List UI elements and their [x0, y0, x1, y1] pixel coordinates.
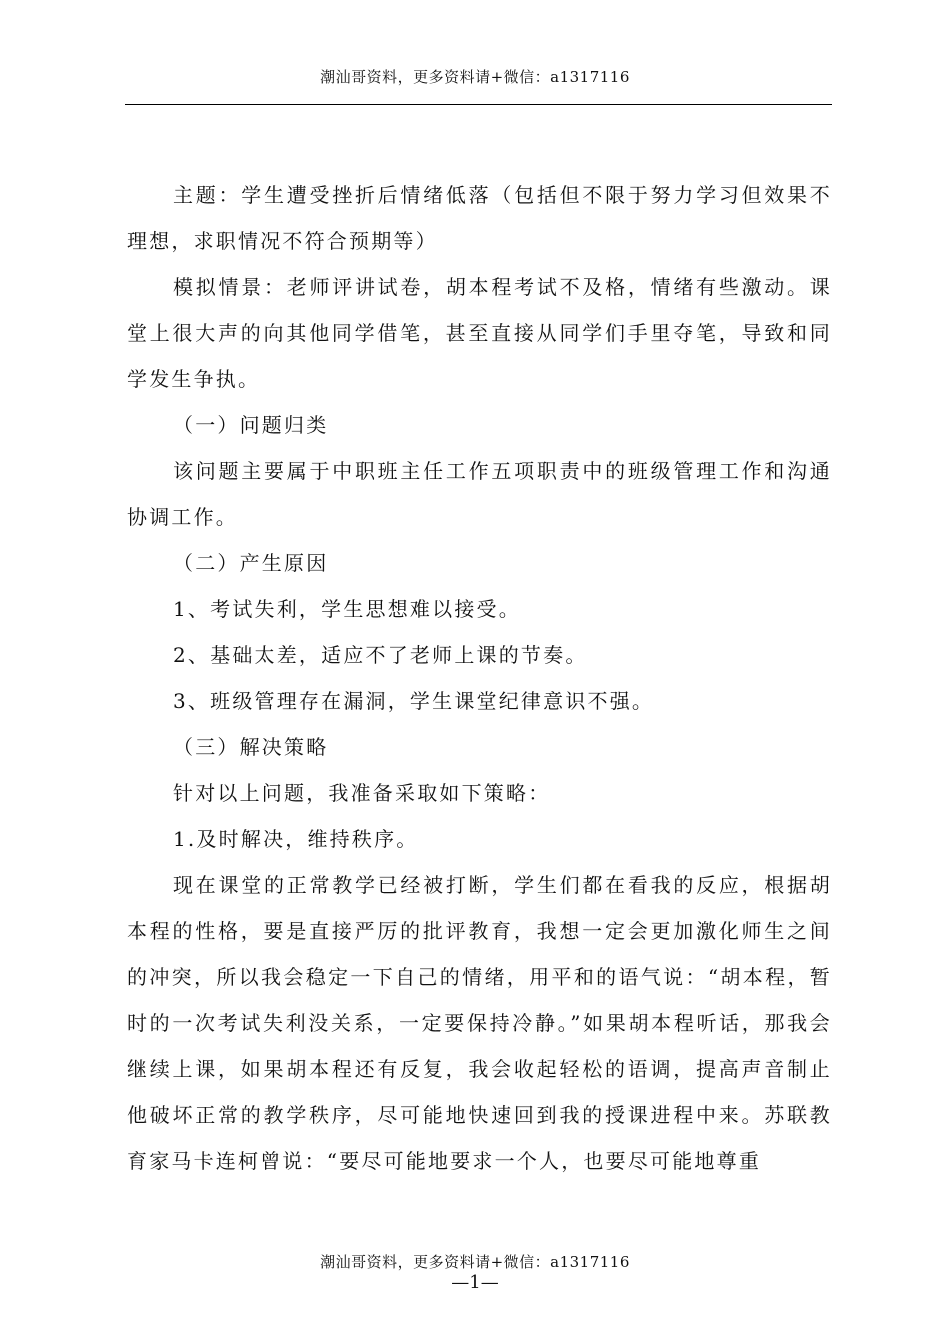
section-heading-classification: （一）问题归类 — [173, 413, 329, 437]
cause-item-2: 2、基础太差，适应不了老师上课的节奏。 — [173, 643, 588, 667]
scenario-paragraph: 模拟情景：老师评讲试卷，胡本程考试不及格，情绪有些激动。课堂上很大声的向其他同学借笔，甚至直接从同学们手里夺笔，导致和同学发生争执。 — [127, 275, 832, 391]
topic-paragraph: 主题：学生遭受挫折后情绪低落（包括但不限于努力学习但效果不理想，求职情况不符合预期等） — [127, 183, 832, 253]
classification-paragraph: 该问题主要属于中职班主任工作五项职责中的班级管理工作和沟通协调工作。 — [127, 459, 832, 529]
cause-item-3: 3、班级管理存在漏洞，学生课堂纪律意识不强。 — [173, 689, 655, 713]
document-body — [127, 172, 832, 1184]
section-heading-strategies: （三）解决策略 — [173, 735, 329, 759]
strategy-item-1: 1.及时解决，维持秩序。 — [173, 827, 419, 851]
header-text: 潮汕哥资料，更多资料请+微信：a1317116 — [320, 68, 630, 86]
footer-text: 潮汕哥资料，更多资料请+微信：a1317116 — [320, 1253, 630, 1271]
strategy-detail-paragraph: 现在课堂的正常教学已经被打断，学生们都在看我的反应，根据胡本程的性格，要是直接严厉的批评教育，我想一定会更加激化师生之间的冲突，所以我会稳定一下自己的情绪，用平和的语气说：“胡本程，暂时的一次考试失利没关系，一定要保持冷静。”如果胡本程听话，那我会继续上课，如果胡本程还有反复，我会收起轻松的语调，提高声音制止他破坏正常的教学秩序，尽可能地快速回到我的授课进程中来。苏联教育家马卡连柯曾说：“要尽可能地要求一个人，也要尽可能地尊重 — [127, 873, 832, 1173]
page-number: —1— — [451, 1272, 499, 1293]
section-heading-causes: （二）产生原因 — [173, 551, 329, 575]
cause-item-1: 1、考试失利，学生思想难以接受。 — [173, 597, 521, 621]
header-divider — [125, 104, 832, 105]
strategies-intro: 针对以上问题，我准备采取如下策略： — [173, 781, 551, 805]
